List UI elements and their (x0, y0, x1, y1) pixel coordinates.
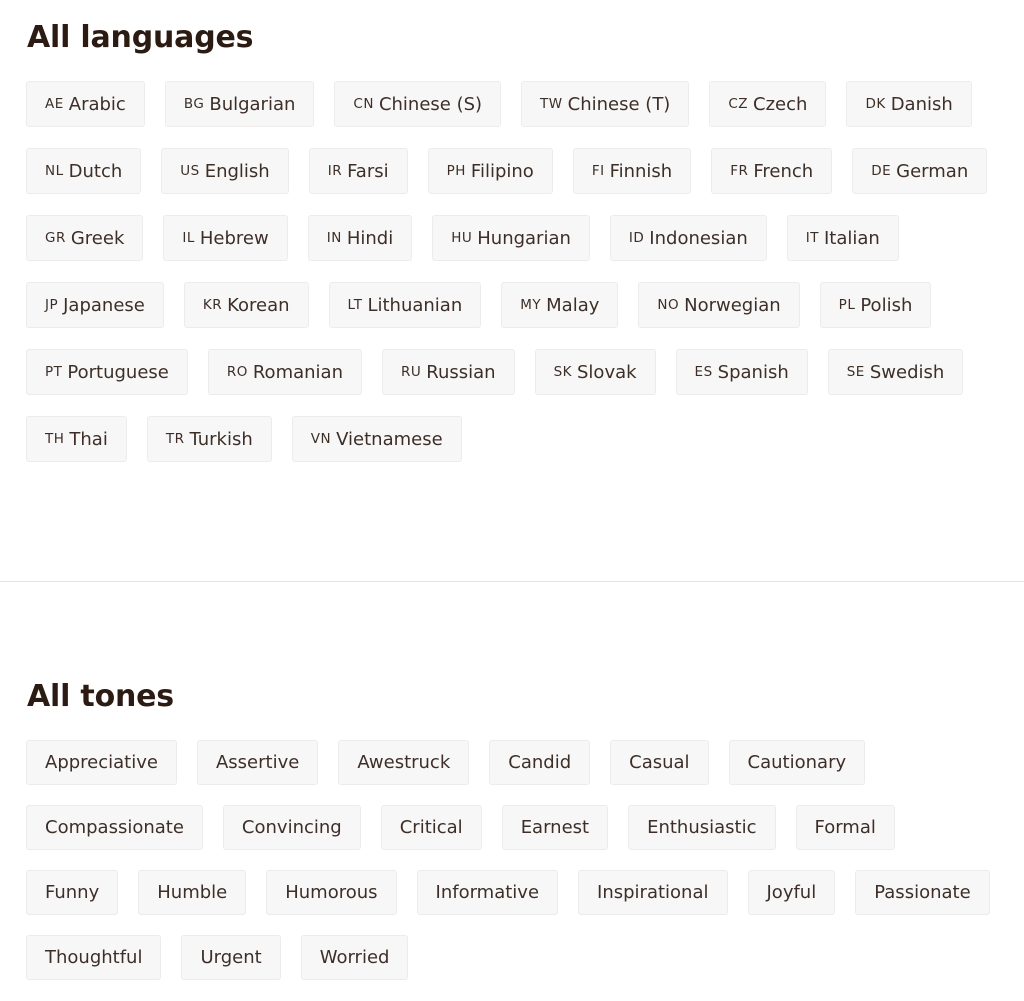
country-code-label: BG (183, 96, 205, 112)
language-chip-us[interactable] (161, 148, 288, 194)
tone-chip-critical[interactable]: Critical (381, 805, 482, 850)
country-code-label: JP (45, 297, 59, 313)
language-name: Farsi (347, 160, 389, 182)
language-chip-hu[interactable] (432, 215, 590, 261)
language-chip-dk[interactable] (846, 81, 971, 127)
language-name: Chinese (S) (378, 93, 483, 115)
country-code-label: PL (838, 297, 856, 313)
country-code-label: RU (400, 364, 422, 380)
language-chip-il[interactable] (163, 215, 287, 261)
country-code-label: IT (805, 230, 819, 246)
country-code-label: GR (45, 230, 66, 246)
language-name: Arabic (68, 93, 126, 115)
country-code-label: NL (45, 163, 64, 179)
language-name: Danish (890, 93, 953, 115)
language-name: Hebrew (199, 227, 269, 249)
country-code-label: DK (865, 96, 886, 112)
tone-chip-appreciative[interactable]: Appreciative (26, 740, 177, 785)
language-chip-ru[interactable] (382, 349, 515, 395)
language-name: Filipino (470, 160, 534, 182)
country-code-label: DE (871, 163, 892, 179)
country-code-label: TH (45, 431, 65, 447)
language-chip-tw[interactable] (521, 81, 689, 127)
language-chip-my[interactable] (501, 282, 618, 328)
language-name: Spanish (717, 361, 789, 383)
language-name: Vietnamese (336, 428, 443, 450)
language-name: Portuguese (67, 361, 169, 383)
country-code-label: CZ (728, 96, 749, 112)
languages-section-title: All languages (27, 20, 254, 55)
language-name: Indonesian (649, 227, 748, 249)
tone-chip-awestruck[interactable]: Awestruck (338, 740, 469, 785)
language-name: Malay (546, 294, 600, 316)
tone-chip-inspirational[interactable]: Inspirational (578, 870, 727, 915)
tone-chip-convincing[interactable]: Convincing (223, 805, 361, 850)
language-chip-tr[interactable] (147, 416, 272, 462)
language-name: Slovak (577, 361, 637, 383)
language-name: Korean (227, 294, 290, 316)
languages-list (26, 81, 1006, 462)
tone-chip-passionate[interactable]: Passionate (855, 870, 989, 915)
language-chip-pt[interactable] (26, 349, 188, 395)
country-code-label: NO (657, 297, 680, 313)
country-code-label: AE (45, 96, 64, 112)
country-code-label: IL (182, 230, 195, 246)
language-chip-pl[interactable] (820, 282, 932, 328)
country-code-label: VN (310, 431, 332, 447)
language-name: Turkish (189, 428, 253, 450)
language-chip-ro[interactable] (208, 349, 362, 395)
language-name: Polish (860, 294, 913, 316)
language-name: Bulgarian (209, 93, 296, 115)
language-chip-sk[interactable] (535, 349, 656, 395)
country-code-label: TW (540, 96, 563, 112)
language-name: Finnish (609, 160, 673, 182)
country-code-label: ES (694, 364, 713, 380)
country-code-label: SK (553, 364, 572, 380)
language-chip-vn[interactable] (292, 416, 462, 462)
tone-chip-funny[interactable]: Funny (26, 870, 118, 915)
tones-section-title: All tones (27, 679, 174, 714)
country-code-label: HU (451, 230, 473, 246)
country-code-label: ID (628, 230, 645, 246)
country-code-label: IN (326, 230, 342, 246)
language-name: Czech (753, 93, 808, 115)
language-chip-nl[interactable] (26, 148, 141, 194)
country-code-label: FI (591, 163, 605, 179)
language-chip-bg[interactable] (165, 81, 315, 127)
tone-chip-formal[interactable]: Formal (796, 805, 895, 850)
language-chip-lt[interactable] (329, 282, 482, 328)
language-name: Russian (426, 361, 496, 383)
country-code-label: LT (347, 297, 363, 313)
language-chip-se[interactable] (828, 349, 964, 395)
country-code-label: FR (730, 163, 749, 179)
language-name: French (753, 160, 814, 182)
language-chip-it[interactable] (787, 215, 899, 261)
language-name: English (204, 160, 270, 182)
country-code-label: TR (165, 431, 185, 447)
language-name: Greek (70, 227, 125, 249)
country-code-label: MY (520, 297, 542, 313)
country-code-label: US (180, 163, 200, 179)
language-chip-gr[interactable] (26, 215, 143, 261)
tone-chip-joyful[interactable]: Joyful (748, 870, 836, 915)
language-chip-de[interactable] (852, 148, 987, 194)
country-code-label: PH (446, 163, 466, 179)
tone-chip-assertive[interactable]: Assertive (197, 740, 318, 785)
language-name: Thai (69, 428, 108, 450)
language-name: Norwegian (684, 294, 781, 316)
tone-chip-thoughtful[interactable]: Thoughtful (26, 935, 161, 980)
language-chip-es[interactable] (676, 349, 808, 395)
country-code-label: PT (45, 364, 63, 380)
language-name: Swedish (869, 361, 945, 383)
tone-chip-casual[interactable]: Casual (610, 740, 708, 785)
tone-chip-cautionary[interactable]: Cautionary (729, 740, 866, 785)
language-name: Italian (824, 227, 880, 249)
language-chip-fr[interactable] (711, 148, 832, 194)
country-code-label: CN (353, 96, 374, 112)
tone-chip-humble[interactable]: Humble (138, 870, 246, 915)
country-code-label: SE (846, 364, 865, 380)
tone-chip-enthusiastic[interactable]: Enthusiastic (628, 805, 775, 850)
language-chip-id[interactable] (610, 215, 767, 261)
language-name: Romanian (252, 361, 343, 383)
language-name: Dutch (68, 160, 123, 182)
language-chip-cz[interactable] (709, 81, 826, 127)
tone-chip-urgent[interactable]: Urgent (181, 935, 280, 980)
language-chip-jp[interactable] (26, 282, 164, 328)
tone-chip-worried[interactable]: Worried (301, 935, 409, 980)
tone-chip-humorous[interactable]: Humorous (266, 870, 396, 915)
language-chip-ph[interactable] (428, 148, 553, 194)
tone-chip-informative[interactable]: Informative (417, 870, 559, 915)
language-name: Chinese (T) (567, 93, 671, 115)
language-chip-ir[interactable] (309, 148, 408, 194)
language-chip-ae[interactable] (26, 81, 145, 127)
tone-chip-compassionate[interactable]: Compassionate (26, 805, 203, 850)
language-chip-no[interactable] (638, 282, 799, 328)
section-divider (0, 581, 1024, 582)
country-code-label: RO (226, 364, 248, 380)
tones-list (26, 740, 1006, 980)
tone-chip-earnest[interactable]: Earnest (502, 805, 608, 850)
language-chip-in[interactable] (308, 215, 412, 261)
language-chip-fi[interactable] (573, 148, 691, 194)
language-name: German (896, 160, 969, 182)
tone-chip-candid[interactable]: Candid (489, 740, 590, 785)
country-code-label: IR (327, 163, 343, 179)
language-chip-th[interactable] (26, 416, 127, 462)
country-code-label: KR (202, 297, 223, 313)
language-name: Hungarian (477, 227, 571, 249)
language-name: Japanese (63, 294, 145, 316)
language-chip-cn[interactable] (334, 81, 501, 127)
language-chip-kr[interactable] (184, 282, 309, 328)
language-name: Lithuanian (367, 294, 463, 316)
language-name: Hindi (346, 227, 394, 249)
